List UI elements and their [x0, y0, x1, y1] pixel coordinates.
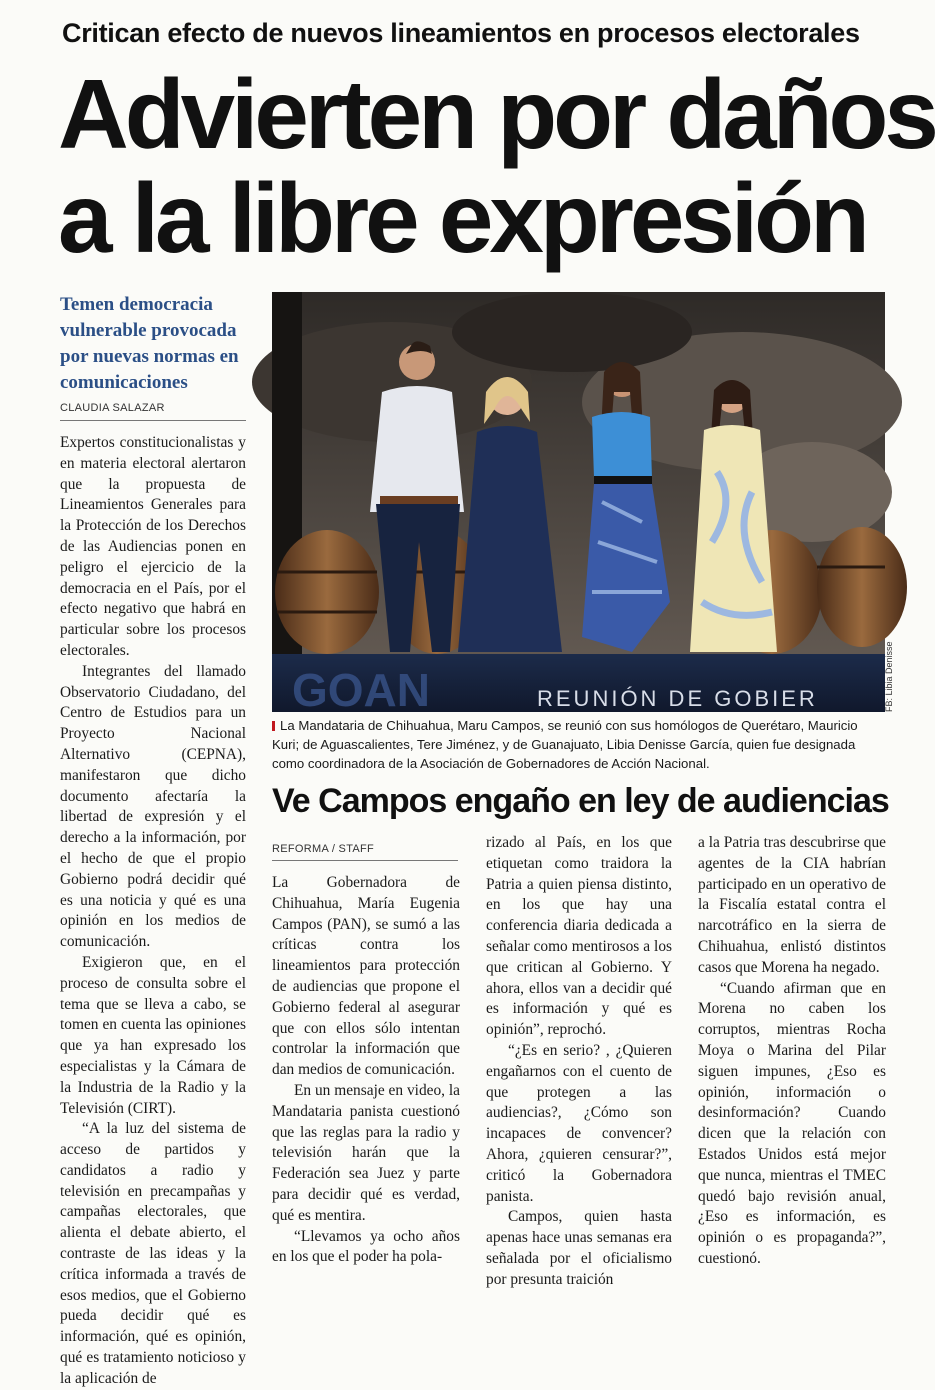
byline: CLAUDIA SALAZAR — [60, 402, 246, 421]
news-photo — [272, 292, 885, 716]
second-col2-paragraph-3: Campos, quien hasta apenas hace unas semanas era señalada por el oficialismo por presunta traición — [486, 1208, 672, 1288]
barrel-right-2 — [817, 527, 907, 647]
second-col2-paragraph-1: rizado al País, en los que etiquetan como traidora la Patria a quien piensa distinto, en los que hay una conferencia diaria dedicada a señalar como mentirosos a los que critican al Gobierno. Y ahora, ellos van a decidir qué es información y qué es opinión”, reprochó. — [486, 834, 672, 1039]
caption-marker — [272, 721, 275, 731]
second-col1-paragraph-2: En un mensaje en video, la Mandataria panista cuestionó que las reglas para la radio y televisión harán que la Federación sea Juez y parte para decidir qué es verdad, qué es mentira. — [272, 1081, 460, 1224]
second-article-byline: REFORMA / STAFF — [272, 843, 458, 861]
caption-text: La Mandataria de Chihuahua, Maru Campos, se reunió con sus homólogos de Querétaro, Mauricio Kuri; de Aguascalientes, Tere Jiménez, y de Guanajuato, Libia Denisse García, quien fue designada como coordinadora de la Asociación de Gobernadores de Acción Nacional. — [272, 718, 858, 771]
stage-text: REUNIÓN DE GOBIER — [537, 686, 818, 711]
photo-caption — [272, 716, 884, 773]
second-col3-paragraph-2: “Cuando afirman que en Morena no caben los corruptos, mientras Rocha Moya o Marina del Pilar siguen impunes, ¿Eso es opinión, información o desinformación? Cuando dicen que la relación con Estados Unidos está mejor que nunca, mientras el TMEC quedó bajo revisión anual, ¿Eso es información, es opinión o es propaganda?”, cuestionó. — [698, 979, 886, 1267]
headline — [58, 59, 935, 273]
main-paragraph-3: Exigieron que, en el proceso de consulta sobre el tema que se lleva a cabo, se tomen en cuenta las opiniones que ya han expresado los especialistas y la Cámara de la Industria de la Radio y la Televisión (CIRT). — [60, 953, 246, 1117]
second-article-column-1 — [272, 873, 460, 1266]
second-col3-paragraph-1: a la Patria tras descubrirse que agentes de la CIA habrían participado en un operativo de la Fiscalía estatal contra el narcotráfico en la sierra de Chihuahua, enlistó distintos casos que Morena ha negado. — [698, 834, 886, 976]
main-paragraph-4: “A la luz del sistema de acceso de partidos y candidatos a radio y televisión en precampañas y campañas electorales, que alienta el debate abierto, el contraste de las ideas y la crítica informada a través de esos medios, que el Gobierno pueda decidir qué es información, qué es opinión, qué es tratamiento noticioso y la aplicación de — [60, 1120, 246, 1387]
barrel-left — [275, 530, 379, 654]
second-col2-paragraph-2: “¿Es en serio? , ¿Quieren engañarnos con el cuento de que protegen a las audiencias?, ¿Cómo son incapaces de convencer? Ahora, ¿quieren censurar?”, criticó la Gobernadora panista. — [486, 1041, 672, 1205]
main-article-column — [60, 433, 246, 1387]
kicker: Critican efecto de nuevos lineamientos en procesos electorales — [62, 18, 860, 48]
photo-illustration — [272, 292, 885, 716]
second-article-column-2 — [486, 833, 672, 1288]
deck: Temen democracia vulnerable provocada por nuevas normas en comunicaciones — [60, 294, 239, 393]
second-article-column-3 — [698, 833, 886, 1267]
main-paragraph-2: Integrantes del llamado Observatorio Ciudadano, del Centro de Estudios para un Proyecto Nacional Alternativo (CEPNA), manifestaron que dicho documento afectaría la libertad de expresión y el derecho a la información, por el hecho de que el propio Gobierno podrá decidir qué es una noticia y qué es una opinión en los medios de comunicación. — [60, 662, 246, 951]
main-paragraph-1: Expertos constitucionalistas y en materia electoral alertaron que la propuesta de Lineamientos Generales para la Protección de los Derechos de las Audiencias ponen en peligro el ejercicio de la democracia en el País, por el efecto negativo que habrá en particular sobre los procesos electorales. — [60, 434, 246, 659]
headline-line-2: a la libre expresión — [58, 163, 866, 273]
second-col1-paragraph-1: La Gobernadora de Chihuahua, María Eugenia Campos (PAN), se sumó a las críticas contra los lineamientos para protección de audiencias que propone el Gobierno federal al asegurar que con ellos sólo intentan controlar la información que dan medios de comunicación. — [272, 874, 460, 1079]
svg-text:GOAN: GOAN — [292, 664, 430, 716]
headline-line-1: Advierten por daños — [58, 59, 935, 169]
photo-credit: FB: Libia Denisse — [884, 641, 894, 712]
second-col1-paragraph-3: “Llevamos ya ocho años en los que el poder ha pola- — [272, 1227, 460, 1266]
second-article-title: Ve Campos engaño en ley de audiencias — [272, 782, 889, 820]
